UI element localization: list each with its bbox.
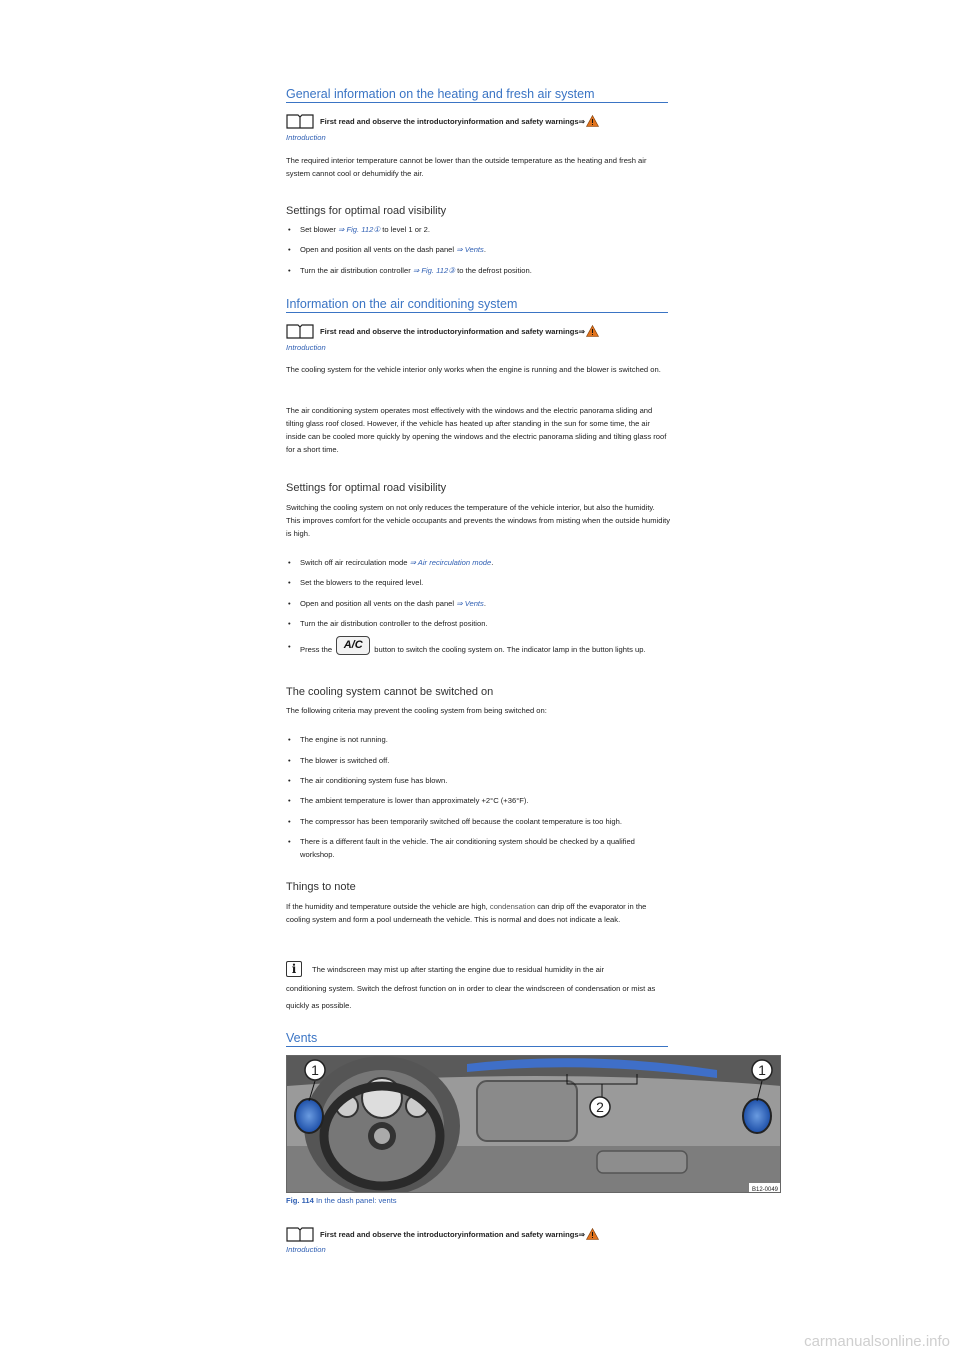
list-item: • The compressor has been temporarily switched off because the coolant temperature is too high. — [288, 817, 622, 826]
book-icon — [286, 323, 314, 341]
section-title-vents: Vents — [286, 1031, 668, 1047]
introduction-link[interactable]: Introduction — [286, 133, 326, 142]
ac-efficiency-paragraph: The air conditioning system operates most effectively with the windows and the electric panorama sliding and tilting glass roof closed. However, if the vehicle has heated up after standing in the sun for some time, the air inside can be cooled more quickly by opening the windows and the electric panorama sliding and tilting glass roof for a short time. — [286, 406, 667, 454]
list-item: • The engine is not running. — [288, 735, 388, 744]
vents-link[interactable]: ⇒ Vents — [456, 599, 484, 608]
list-item: • Open and position all vents on the dash panel ⇒ Vents. — [288, 599, 486, 608]
list-item: • Set the blowers to the required level. — [288, 578, 424, 587]
watermark: carmanualsonline.info — [804, 1333, 950, 1350]
criteria-paragraph: The following criteria may prevent the cooling system from being switched on: — [286, 706, 547, 715]
warning-notice: First read and observe the introductoryinformation and safety warnings⇒ — [286, 1226, 671, 1244]
warning-triangle-icon — [586, 1228, 599, 1242]
figure-code: B12-0049 — [751, 1187, 779, 1193]
book-icon — [286, 1226, 314, 1244]
figure-caption: Fig. 114 In the dash panel: vents — [286, 1196, 397, 1205]
list-item: • Press the A/C button to switch the cooling system on. The indicator lamp in the button lights up. — [288, 636, 668, 655]
warning-notice: First read and observe the introductoryinformation and safety warnings⇒ — [286, 323, 671, 341]
list-item: • Open and position all vents on the dash panel ⇒ Vents. — [288, 245, 486, 254]
subsection-title-visibility-1: Settings for optimal road visibility — [286, 205, 447, 217]
list-item: • Switch off air recirculation mode ⇒ Air recirculation mode. — [288, 558, 494, 567]
list-item: • Turn the air distribution controller ⇒ Fig. 112③ to the defrost position. — [288, 266, 532, 275]
cooling-paragraph: The cooling system for the vehicle interior only works when the engine is running and the blower is switched on. — [286, 365, 661, 374]
list-item: • Set blower ⇒ Fig. 112① to level 1 or 2. — [288, 225, 430, 234]
condensation-paragraph: If the humidity and temperature outside the vehicle are high, condensation can drip off the evaporator in the cooling system and form a pool underneath the vehicle. This is normal and does not indicate a leak. — [286, 902, 647, 924]
warning-triangle-icon — [586, 115, 599, 129]
figure-label-1-right: 1 — [758, 1062, 766, 1078]
list-item: • The blower is switched off. — [288, 756, 390, 765]
section-title-heating: General information on the heating and fresh air system — [286, 87, 668, 103]
ac-button-icon: A/C — [336, 636, 370, 655]
info-note-line1: The windscreen may mist up after starting the engine due to residual humidity in the air — [312, 965, 605, 974]
section-title-air-conditioning: Information on the air conditioning system — [286, 297, 668, 313]
air-recirculation-link[interactable]: ⇒ Air recirculation mode — [409, 558, 492, 567]
heating-paragraph: The required interior temperature cannot be lower than the outside temperature as the heating and fresh air system cannot cool or dehumidify the air. — [286, 156, 647, 178]
dash-panel-illustration — [287, 1056, 781, 1193]
fig-link[interactable]: ⇒ Fig. 112③ — [412, 266, 455, 275]
vents-link[interactable]: ⇒ Vents — [456, 245, 484, 254]
subsection-title-things-to-note: Things to note — [286, 881, 356, 893]
dash-panel-figure — [286, 1055, 781, 1193]
warning-triangle-icon — [586, 325, 599, 339]
list-item: • Turn the air distribution controller to the defrost position. — [288, 619, 488, 628]
figure-label-2: 2 — [596, 1099, 604, 1115]
cooling-benefit-paragraph: Switching the cooling system on not only reduces the temperature of the vehicle interior, but also the humidity. This improves comfort for the vehicle occupants and prevents the windows from misting when the outside humidity is high. — [286, 503, 671, 538]
warning-notice: First read and observe the introductoryinformation and safety warnings⇒ — [286, 113, 671, 131]
info-note-rest: conditioning system. Switch the defrost function on in order to clear the windscreen of condensation or mist as quickly as possible. — [286, 984, 656, 1010]
book-icon — [286, 113, 314, 131]
list-item: • The air conditioning system fuse has blown. — [288, 776, 448, 785]
figure-label-1-left: 1 — [311, 1062, 319, 1078]
fig-link[interactable]: ⇒ Fig. 112① — [338, 225, 381, 234]
info-icon: i — [286, 961, 302, 977]
list-item: • There is a different fault in the vehicle. The air conditioning system should be checked by a qualified workshop. — [288, 837, 635, 859]
introduction-link[interactable]: Introduction — [286, 1245, 326, 1254]
introduction-link[interactable]: Introduction — [286, 343, 326, 352]
list-item: • The ambient temperature is lower than approximately +2°C (+36°F). — [288, 796, 529, 805]
subsection-title-cannot-switch-on: The cooling system cannot be switched on — [286, 686, 494, 698]
subsection-title-visibility-2: Settings for optimal road visibility — [286, 482, 447, 494]
